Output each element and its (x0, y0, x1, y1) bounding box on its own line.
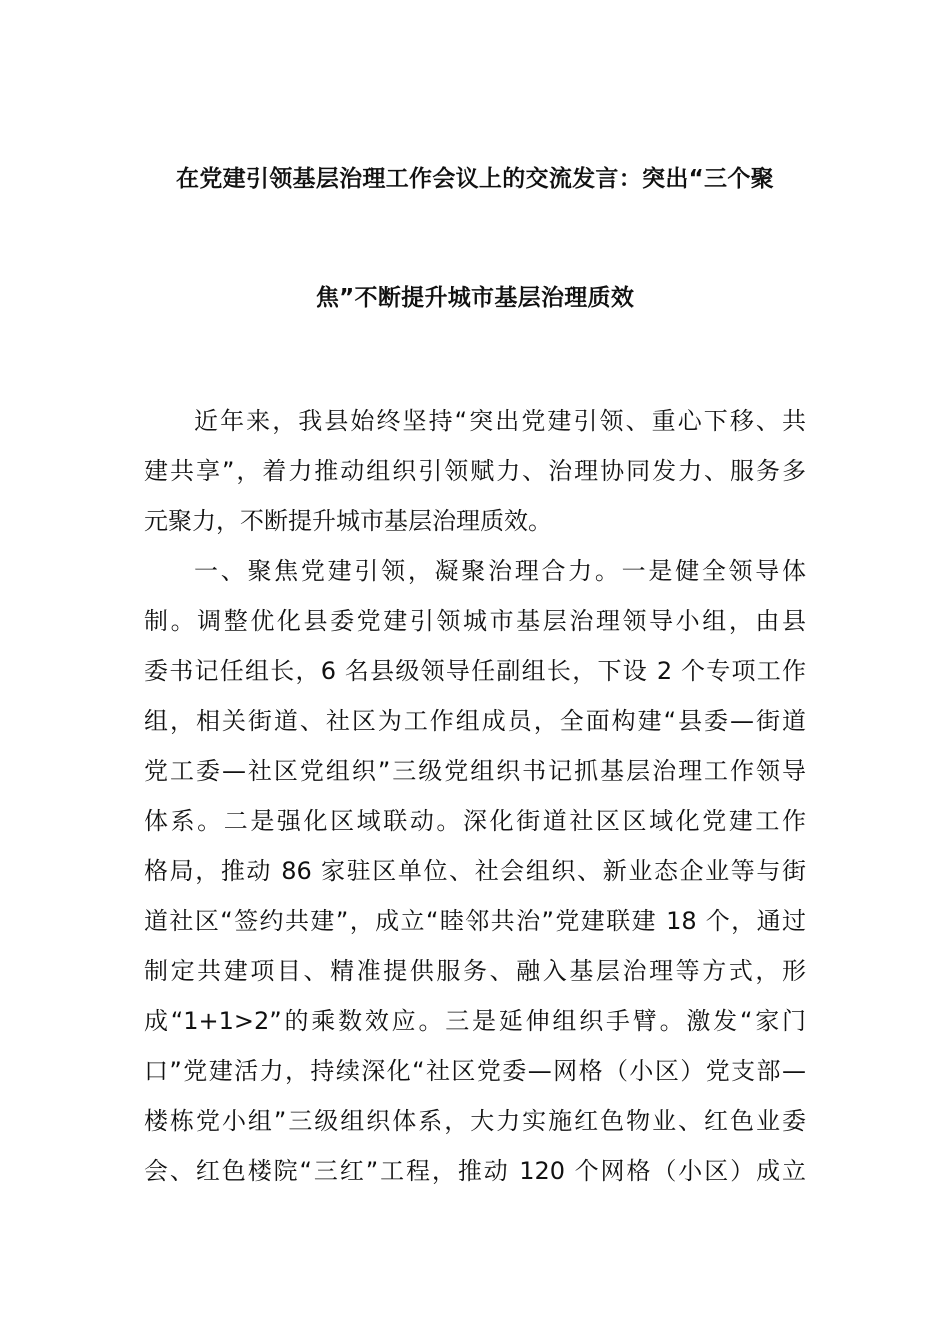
document-title-line-2: 焦”不断提升城市基层治理质效 (315, 285, 635, 311)
paragraph-2-line-10: 成“1+1>2”的乘数效应。三是延伸组织手臂。激发“家门 (144, 1007, 806, 1035)
paragraph-2-line-13: 会、红色楼院“三红”工程，推动 120 个网格（小区）成立 (144, 1157, 806, 1185)
paragraph-2-line-1: 一、聚焦党建引领，凝聚治理合力。一是健全领导体 (194, 557, 806, 585)
paragraph-2-line-7: 格局，推动 86 家驻区单位、社会组织、新业态企业等与街 (144, 857, 806, 885)
paragraph-1-line-1: 近年来，我县始终坚持“突出党建引领、重心下移、共 (194, 407, 806, 435)
paragraph-2-line-4: 组，相关街道、社区为工作组成员，全面构建“县委—街道 (144, 707, 806, 735)
document-title-line-1: 在党建引领基层治理工作会议上的交流发言：突出“三个聚 (176, 166, 774, 192)
paragraph-2-line-9: 制定共建项目、精准提供服务、融入基层治理等方式，形 (144, 957, 806, 985)
paragraph-2-line-3: 委书记任组长，6 名县级领导任副组长，下设 2 个专项工作 (144, 657, 806, 685)
paragraph-2-line-6: 体系。二是强化区域联动。深化街道社区区域化党建工作 (144, 807, 806, 835)
paragraph-2-line-8: 道社区“签约共建”，成立“睦邻共治”党建联建 18 个，通过 (144, 907, 806, 935)
paragraph-2-line-11: 口”党建活力，持续深化“社区党委—网格（小区）党支部— (144, 1057, 806, 1085)
paragraph-1-line-3: 元聚力，不断提升城市基层治理质效。 (144, 507, 552, 535)
paragraph-1-line-2: 建共享”，着力推动组织引领赋力、治理协同发力、服务多 (144, 457, 806, 485)
paragraph-2-line-5: 党工委—社区党组织”三级党组织书记抓基层治理工作领导 (144, 757, 806, 785)
paragraph-2-line-2: 制。调整优化县委党建引领城市基层治理领导小组，由县 (144, 607, 806, 635)
paragraph-2-line-12: 楼栋党小组”三级组织体系，大力实施红色物业、红色业委 (144, 1107, 806, 1135)
